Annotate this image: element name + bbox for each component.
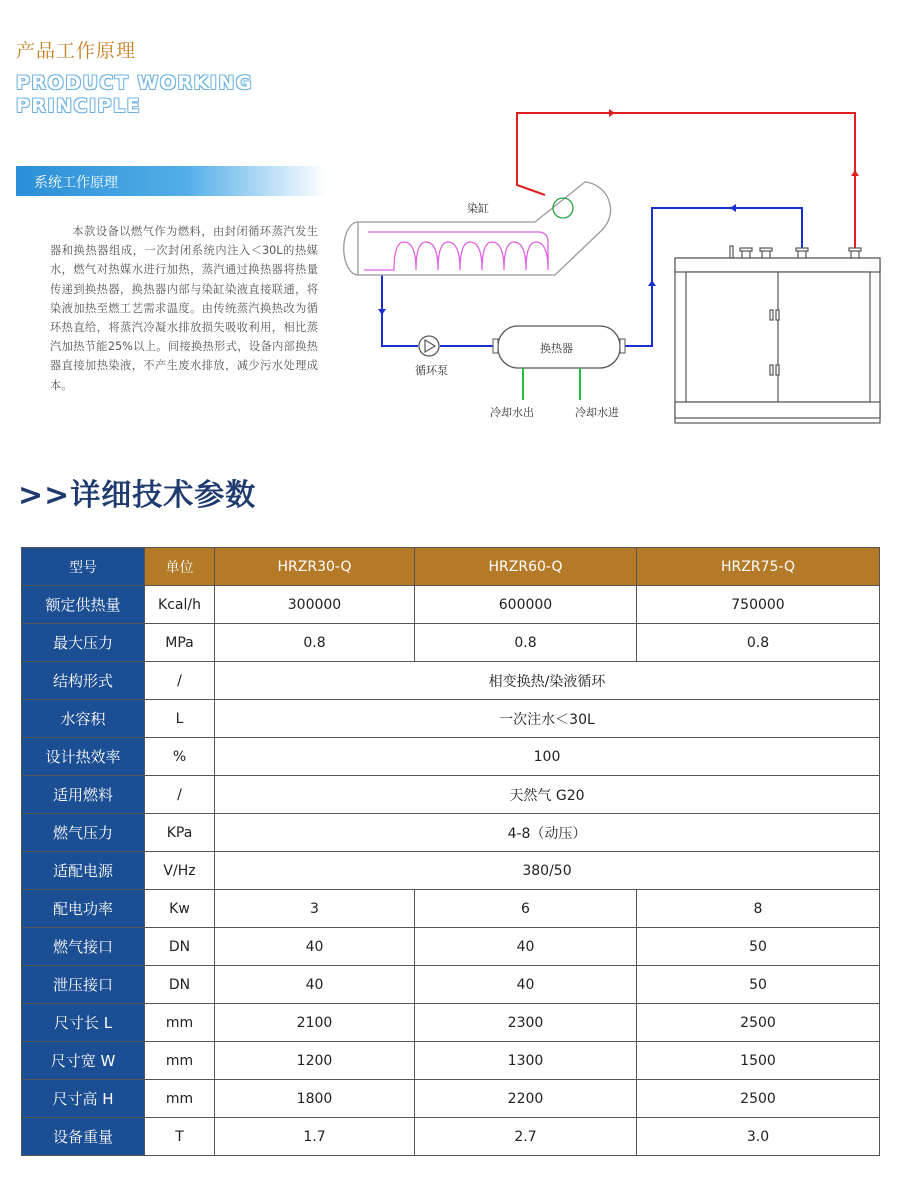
table-cell: V/Hz [145, 852, 215, 890]
table-cell: / [145, 662, 215, 700]
table-cell: mm [145, 1080, 215, 1118]
table-header-cell: 型号 [22, 548, 145, 586]
table-cell: 40 [415, 966, 637, 1004]
table-header-cell: HRZR30-Q [215, 548, 415, 586]
dye-vat [344, 182, 611, 275]
label-cooling-in: 冷却水进 [575, 406, 619, 419]
table-row [22, 966, 880, 1004]
table-cell: mm [145, 1004, 215, 1042]
row-label: 额定供热量 [22, 586, 145, 624]
table-cell: 380/50 [215, 852, 880, 890]
table-cell: 50 [637, 966, 880, 1004]
row-label: 设计热效率 [22, 738, 145, 776]
table-cell: % [145, 738, 215, 776]
system-diagram [330, 100, 890, 430]
row-label: 最大压力 [22, 624, 145, 662]
table-cell: Kcal/h [145, 586, 215, 624]
section-header [16, 166, 326, 196]
hot-pipe [517, 113, 855, 250]
row-label: 泄压接口 [22, 966, 145, 1004]
table-cell: 1500 [637, 1042, 880, 1080]
table-cell: 相变换热/染液循环 [215, 662, 880, 700]
spec-table [21, 547, 880, 1156]
row-label: 尺寸宽 W [22, 1042, 145, 1080]
table-cell: 2300 [415, 1004, 637, 1042]
table-row [22, 586, 880, 624]
table-header-cell: HRZR60-Q [415, 548, 637, 586]
table-cell: T [145, 1118, 215, 1156]
table-cell: 0.8 [215, 624, 415, 662]
title-en-line1: PRODUCT WORKING [16, 72, 253, 94]
row-label: 设备重量 [22, 1118, 145, 1156]
table-cell: Kw [145, 890, 215, 928]
row-label: 尺寸长 L [22, 1004, 145, 1042]
table-header-cell: 单位 [145, 548, 215, 586]
table-cell: 1300 [415, 1042, 637, 1080]
table-cell: 1200 [215, 1042, 415, 1080]
label-dye-vat: 染缸 [467, 202, 489, 215]
table-row [22, 776, 880, 814]
table-header-cell: HRZR75-Q [637, 548, 880, 586]
params-title: >>详细技术参数 [18, 478, 257, 513]
table-cell: 4-8（动压） [215, 814, 880, 852]
table-cell: mm [145, 1042, 215, 1080]
row-label: 尺寸高 H [22, 1080, 145, 1118]
table-row [22, 1004, 880, 1042]
table-cell: DN [145, 928, 215, 966]
table-cell: 一次注水＜30L [215, 700, 880, 738]
page-title-en [16, 72, 256, 118]
row-label: 适用燃料 [22, 776, 145, 814]
label-pump: 循环泵 [415, 364, 448, 377]
table-cell: 6 [415, 890, 637, 928]
table-row [22, 1042, 880, 1080]
table-header-row [22, 548, 880, 586]
table-cell: 0.8 [637, 624, 880, 662]
table-cell: 3.0 [637, 1118, 880, 1156]
table-cell: DN [145, 966, 215, 1004]
table-cell: 2200 [415, 1080, 637, 1118]
table-cell: 50 [637, 928, 880, 966]
table-row [22, 814, 880, 852]
row-label: 配电功率 [22, 890, 145, 928]
row-label: 水容积 [22, 700, 145, 738]
table-row [22, 738, 880, 776]
table-cell: 40 [415, 928, 637, 966]
table-cell: 2500 [637, 1080, 880, 1118]
vat-outlet-pipe [382, 275, 418, 346]
table-row [22, 1080, 880, 1118]
table-row [22, 662, 880, 700]
table-cell: 40 [215, 966, 415, 1004]
table-row [22, 1118, 880, 1156]
table-row [22, 852, 880, 890]
table-cell: 3 [215, 890, 415, 928]
label-cooling-out: 冷却水出 [490, 406, 534, 419]
section-title: 系统工作原理 [34, 175, 118, 191]
title-en-line2: PRINCIPLE [16, 95, 142, 117]
table-cell: 750000 [637, 586, 880, 624]
heating-coil [364, 232, 548, 270]
table-cell: 1.7 [215, 1118, 415, 1156]
table-cell: 600000 [415, 586, 637, 624]
table-cell: 40 [215, 928, 415, 966]
table-cell: 2100 [215, 1004, 415, 1042]
table-cell: 0.8 [415, 624, 637, 662]
section-description: 本款设备以燃气作为燃料，由封闭循环蒸汽发生器和换热器组成，一次封闭系统内注入＜30L的热媒水，燃气对热媒水进行加热，蒸汽通过换热器将热量传递到换热器，换热器内部与染缸染液直接联通，将染液加热至燃工艺需求温度。由传统蒸汽换热改为循环热直给，将蒸汽冷凝水排放损失吸收利用，相比蒸汽加热节能25%以上。间接换热形式，设备内部换热器直接加热染液，不产生废水排放，减少污水处理成本。 [50, 225, 318, 392]
table-cell: MPa [145, 624, 215, 662]
boiler-cabinet [675, 246, 880, 423]
table-row [22, 700, 880, 738]
row-label: 燃气接口 [22, 928, 145, 966]
table-cell: KPa [145, 814, 215, 852]
table-cell: / [145, 776, 215, 814]
table-row [22, 928, 880, 966]
table-row [22, 890, 880, 928]
label-heat-exchanger: 换热器 [540, 342, 573, 355]
table-cell: 8 [637, 890, 880, 928]
pump-icon [419, 336, 439, 356]
table-cell: 100 [215, 738, 880, 776]
page-title-cn: 产品工作原理 [16, 40, 137, 62]
table-cell: 2.7 [415, 1118, 637, 1156]
table-cell: L [145, 700, 215, 738]
table-cell: 1800 [215, 1080, 415, 1118]
table-cell: 2500 [637, 1004, 880, 1042]
row-label: 燃气压力 [22, 814, 145, 852]
row-label: 结构形式 [22, 662, 145, 700]
table-cell: 天然气 G20 [215, 776, 880, 814]
table-row [22, 624, 880, 662]
table-cell: 300000 [215, 586, 415, 624]
row-label: 适配电源 [22, 852, 145, 890]
